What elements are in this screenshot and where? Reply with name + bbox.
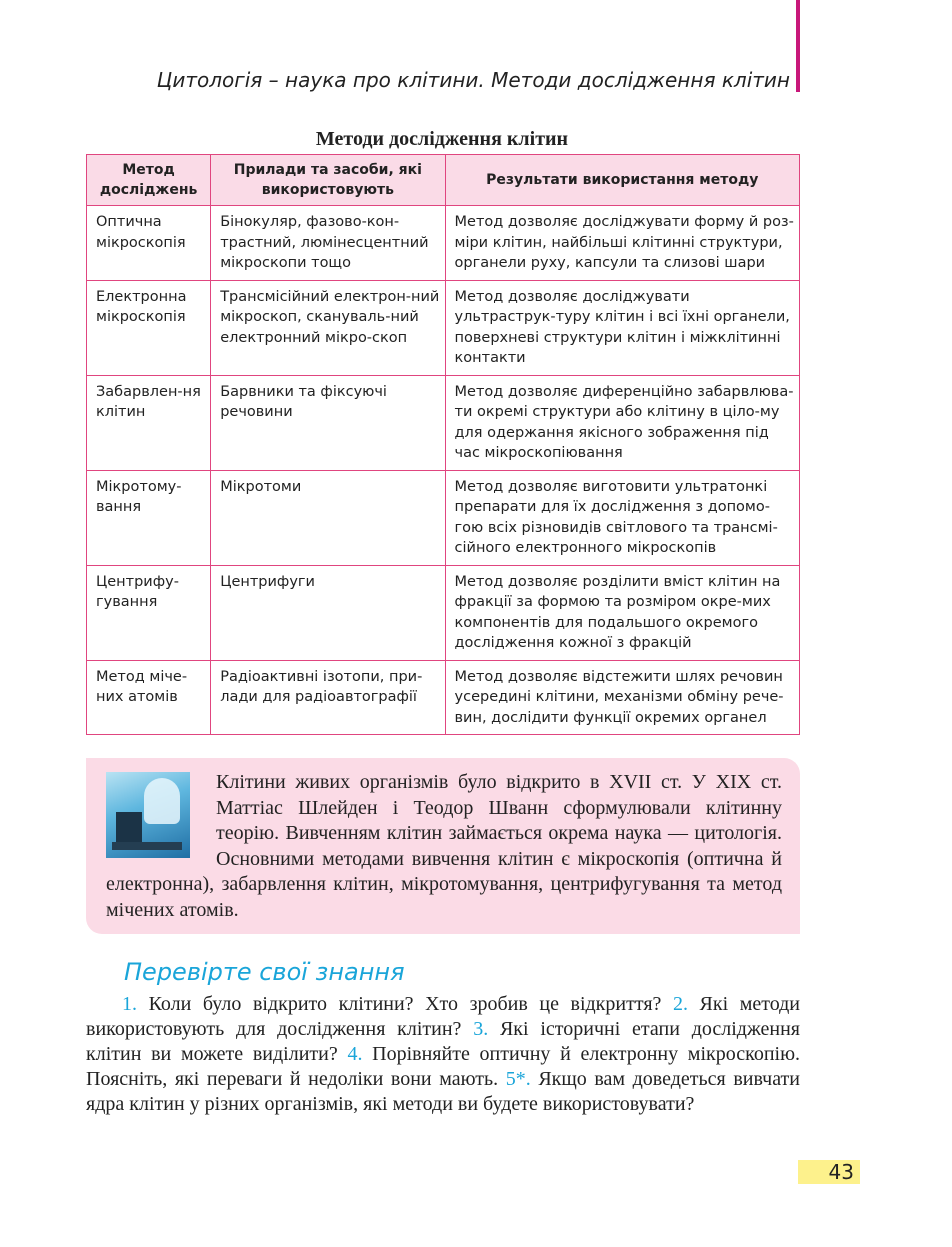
column-header-results: Результати використання методу: [445, 155, 799, 206]
cell-result: Метод дозволяє диференційно забарвлюва-ти окремі структури або клітину в ціло-му для одержання якісного зображення під час мікроскопіювання: [445, 375, 799, 470]
cell-tools: Центрифуги: [211, 565, 445, 660]
table-title: Методи дослідження клітин: [315, 128, 569, 150]
cell-method: Електронна мікроскопія: [87, 280, 211, 375]
table-row: [87, 280, 800, 375]
column-header-tools: Прилади та засоби, які використовують: [211, 155, 445, 206]
questions-paragraph: [86, 992, 800, 1117]
cell-result: Метод дозволяє досліджувати форму й роз-міри клітин, найбільші клітинні структури, органели руху, капсули та слизові шари: [445, 206, 799, 281]
cell-tools: Трансмісійний електрон-ний мікроскоп, скануваль-ний електронний мікро-скоп: [211, 280, 445, 375]
info-box-text-block: [106, 770, 782, 923]
question-text: Коли було відкрито клітини? Хто зробив це відкриття?: [148, 993, 662, 1015]
table-row: [87, 660, 800, 735]
question-text: Які методи використовують для дослідження клітин?: [86, 993, 801, 1040]
table-row: [87, 375, 800, 470]
cell-tools: Барвники та фіксуючі речовини: [211, 375, 445, 470]
cell-result: Метод дозволяє виготовити ультратонкі препарати для їх дослідження з допомо-гою всіх різновидів світлового та трансмі-сійного електронного мікроскопів: [445, 470, 799, 565]
table-row: [87, 470, 800, 565]
check-knowledge-heading: Перевірте свої знання: [124, 958, 405, 986]
column-header-method: Метод досліджень: [87, 155, 211, 206]
cell-method: Забарвлен-ня клітин: [87, 375, 211, 470]
cell-result: Метод дозволяє розділити вміст клітин на фракції за формою та розміром окре-мих компонентів для подальшого окремого дослідження кожної з фракцій: [445, 565, 799, 660]
question-text: Які історичні етапи дослідження клітин ви можете виділити?: [86, 1018, 800, 1065]
table-row: [87, 206, 800, 281]
question-number: 4.: [347, 1043, 363, 1065]
cell-tools: Бінокуляр, фазово-кон-трастний, люмінесцентний мікроскопи тощо: [211, 206, 445, 281]
question-text: Порівняйте оптичну й електронну мікроскопію. Поясніть, які переваги й недоліки вони мають.: [86, 1043, 801, 1090]
cell-tools: Радіоактивні ізотопи, при-лади для радіоавтографії: [211, 660, 445, 735]
cell-method: Метод міче-них атомів: [87, 660, 211, 735]
question-number: 2.: [672, 993, 688, 1015]
question-number: 5*.: [505, 1068, 531, 1090]
cell-method: Оптична мікроскопія: [87, 206, 211, 281]
methods-table: [86, 154, 800, 735]
question-number: 1.: [122, 993, 137, 1015]
info-box-text: Клітини живих організмів було відкрито в XVII ст. У XIX ст. Маттіас Шлейден і Теодор Шванн сформулювали клітинну теорію. Вивченням клітин займається окрема наука — цитологія. Основними методами вивчення клітин є мікроскопія (оптична й електронна), забарвлення клітин, мікротомування, центрифугування та метод мічених атомів.: [106, 771, 782, 921]
table-header-row: [87, 155, 800, 206]
question-text: Якщо вам доведеться вивчати ядра клітин у різних організмів, які методи ви будете використовувати?: [86, 1068, 801, 1115]
question-number: 3.: [473, 1018, 489, 1040]
header-accent-bar: [796, 0, 800, 92]
cell-result: Метод дозволяє відстежити шлях речовин усередині клітини, механізми обміну рече-вин, дослідити функції окремих органел: [445, 660, 799, 735]
page-number: 43: [798, 1160, 860, 1184]
cell-method: Центрифу-гування: [87, 565, 211, 660]
cell-method: Мікротому-вання: [87, 470, 211, 565]
running-title: Цитологія – наука про клітини. Методи дослідження клітин: [156, 68, 790, 92]
cell-tools: Мікротоми: [211, 470, 445, 565]
table-row: [87, 565, 800, 660]
cell-result: Метод дозволяє досліджувати ультраструк-туру клітин і всі їхні органели, поверхневі структури клітин і міжклітинні контакти: [445, 280, 799, 375]
